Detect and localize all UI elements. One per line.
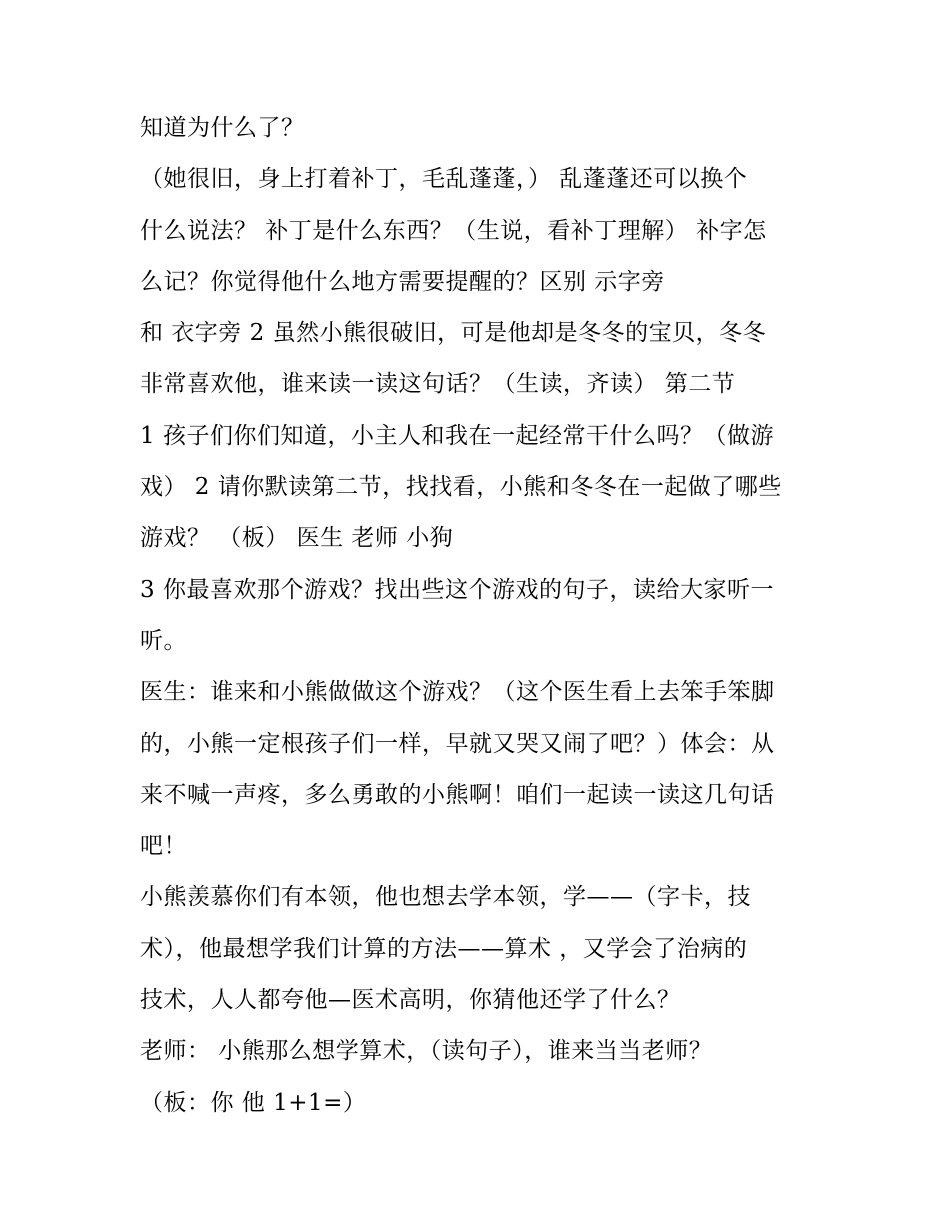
text-line: 吧！	[140, 833, 187, 860]
text-line: （她很旧，身上打着补丁，毛乱蓬蓬，） 乱蓬蓬还可以换个	[140, 166, 748, 193]
text-line: 小熊羡慕你们有本领，他也想去学本领，学——（字卡，技	[140, 884, 751, 911]
text-line: 游戏？ （板） 医生 老师 小狗	[140, 525, 454, 552]
text-line: 和 衣字旁 2 虽然小熊很破旧，可是他却是冬冬的宝贝，冬冬	[140, 320, 767, 347]
text-line: 1 孩子们你们知道，小主人和我在一起经常干什么吗？（做游	[140, 422, 774, 449]
text-line: 术），他最想学我们计算的方法——算术 ，又学会了治病的	[140, 935, 748, 962]
text-line: 非常喜欢他，谁来读一读这句话？（生读，齐读） 第二节	[140, 371, 736, 398]
text-line: 戏） 2 请你默读第二节，找找看，小熊和冬冬在一起做了哪些	[140, 474, 782, 501]
text-line: 来不喊一声疼，多么勇敢的小熊啊！咱们一起读一读这几句话	[140, 781, 775, 808]
text-line: 么记？你觉得他什么地方需要提醒的？区别 示字旁	[140, 268, 665, 295]
text-line: 医生：谁来和小熊做做这个游戏？（这个医生看上去笨手笨脚	[140, 679, 775, 706]
text-line: 什么说法？ 补丁是什么东西？（生说，看补丁理解） 补字怎	[140, 217, 767, 244]
text-line: 3 你最喜欢那个游戏？找出些这个游戏的句子，读给大家听一	[140, 576, 774, 603]
text-line: （板：你 他 1+1=）	[140, 1089, 367, 1116]
text-line: 知道为什么了？	[140, 115, 305, 141]
text-line: 技术，人人都夸他—医术高明，你猜他还学了什么？	[140, 987, 681, 1014]
text-line: 听。	[140, 627, 187, 654]
text-line: 老师： 小熊那么想学算术，（读句子），谁来当当老师？	[140, 1038, 713, 1065]
text-line: 的，小熊一定根孩子们一样，早就又哭又闹了吧？）体会：从	[140, 730, 775, 757]
document-body	[140, 106, 820, 1132]
